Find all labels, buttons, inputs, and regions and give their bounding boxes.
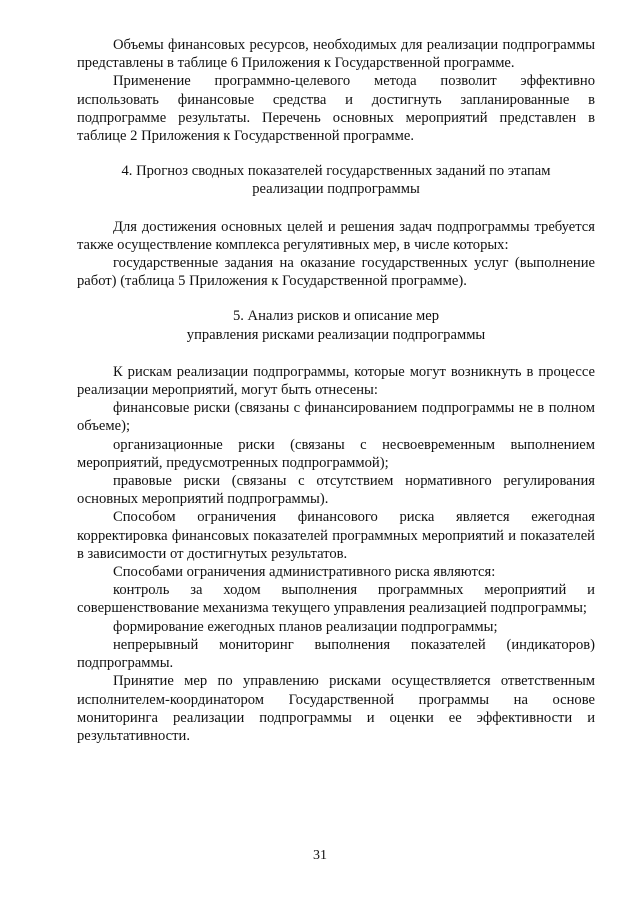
section-5-heading-line-2: управления рисками реализации подпрограммы xyxy=(186,326,486,343)
paragraph-financial-risks: финансовые риски (связаны с финансированием подпрограммы не в полном объеме); xyxy=(77,400,595,435)
paragraph-risks-intro: К рискам реализации подпрограммы, которые могут возникнуть в процессе реализации мероприятий, могут быть отнесены: xyxy=(77,363,595,399)
paragraph-state-assignments: государственные задания на оказание государственных услуг (выполнение работ) (таблица 5 Приложения к Государственной программе). xyxy=(77,255,595,290)
paragraph-regulatory-measures: Для достижения основных целей и решения задач подпрограммы требуется также осуществление комплекса регулятивных мер, в числе которых: xyxy=(77,218,595,253)
paragraph-admin-risk-methods: Способами ограничения административного риска являются: xyxy=(113,564,496,581)
paragraph-funding-volume: Объемы финансовых ресурсов, необходимых для реализации подпрограммы представлены в таблице 6 Приложения к Государственной программе. xyxy=(77,37,595,72)
section-4-heading-line-1: 4. Прогноз сводных показателей государственных заданий по этапам xyxy=(121,163,551,180)
paragraph-risk-management: Принятие мер по управлению рисками осуществляется ответственным исполнителем-координатором Государственной программы на основе мониторинга реализации подпрограммы и оценки ее эффективности и результативности. xyxy=(77,673,595,744)
paragraph-program-method: Применение программно-целевого метода позволит эффективно использовать финансовые средства и достигнуть запланированные в подпрограмме результаты. Перечень основных мероприятий представлен в таблице 2 Приложения к Государственной программе. xyxy=(77,73,595,145)
paragraph-annual-plans: формирование ежегодных планов реализации подпрограммы; xyxy=(113,618,498,635)
paragraph-organizational-risks: организационные риски (связаны с несвоевременным выполнением мероприятий, предусмотренных подпрограммой); xyxy=(77,436,595,471)
paragraph-legal-risks: правовые риски (связаны с отсутствием нормативного регулирования основных мероприятий подпрограммы). xyxy=(77,473,595,508)
page-number: 31 xyxy=(313,848,327,863)
page-content xyxy=(77,36,595,745)
section-5-heading-line-1: 5. Анализ рисков и описание мер xyxy=(232,308,440,325)
paragraph-financial-risk-limit: Способом ограничения финансового риска является ежегодная корректировка финансовых показателей программных мероприятий и показателей в зависимости от достигнутых результатов. xyxy=(77,509,595,562)
section-4-heading-line-2: реализации подпрограммы xyxy=(252,181,420,198)
paragraph-monitoring: непрерывный мониторинг выполнения показателей (индикаторов) подпрограммы. xyxy=(77,636,595,672)
paragraph-control: контроль за ходом выполнения программных мероприятий и совершенствование механизма текущего управления реализацией подпрограммы; xyxy=(77,582,595,617)
